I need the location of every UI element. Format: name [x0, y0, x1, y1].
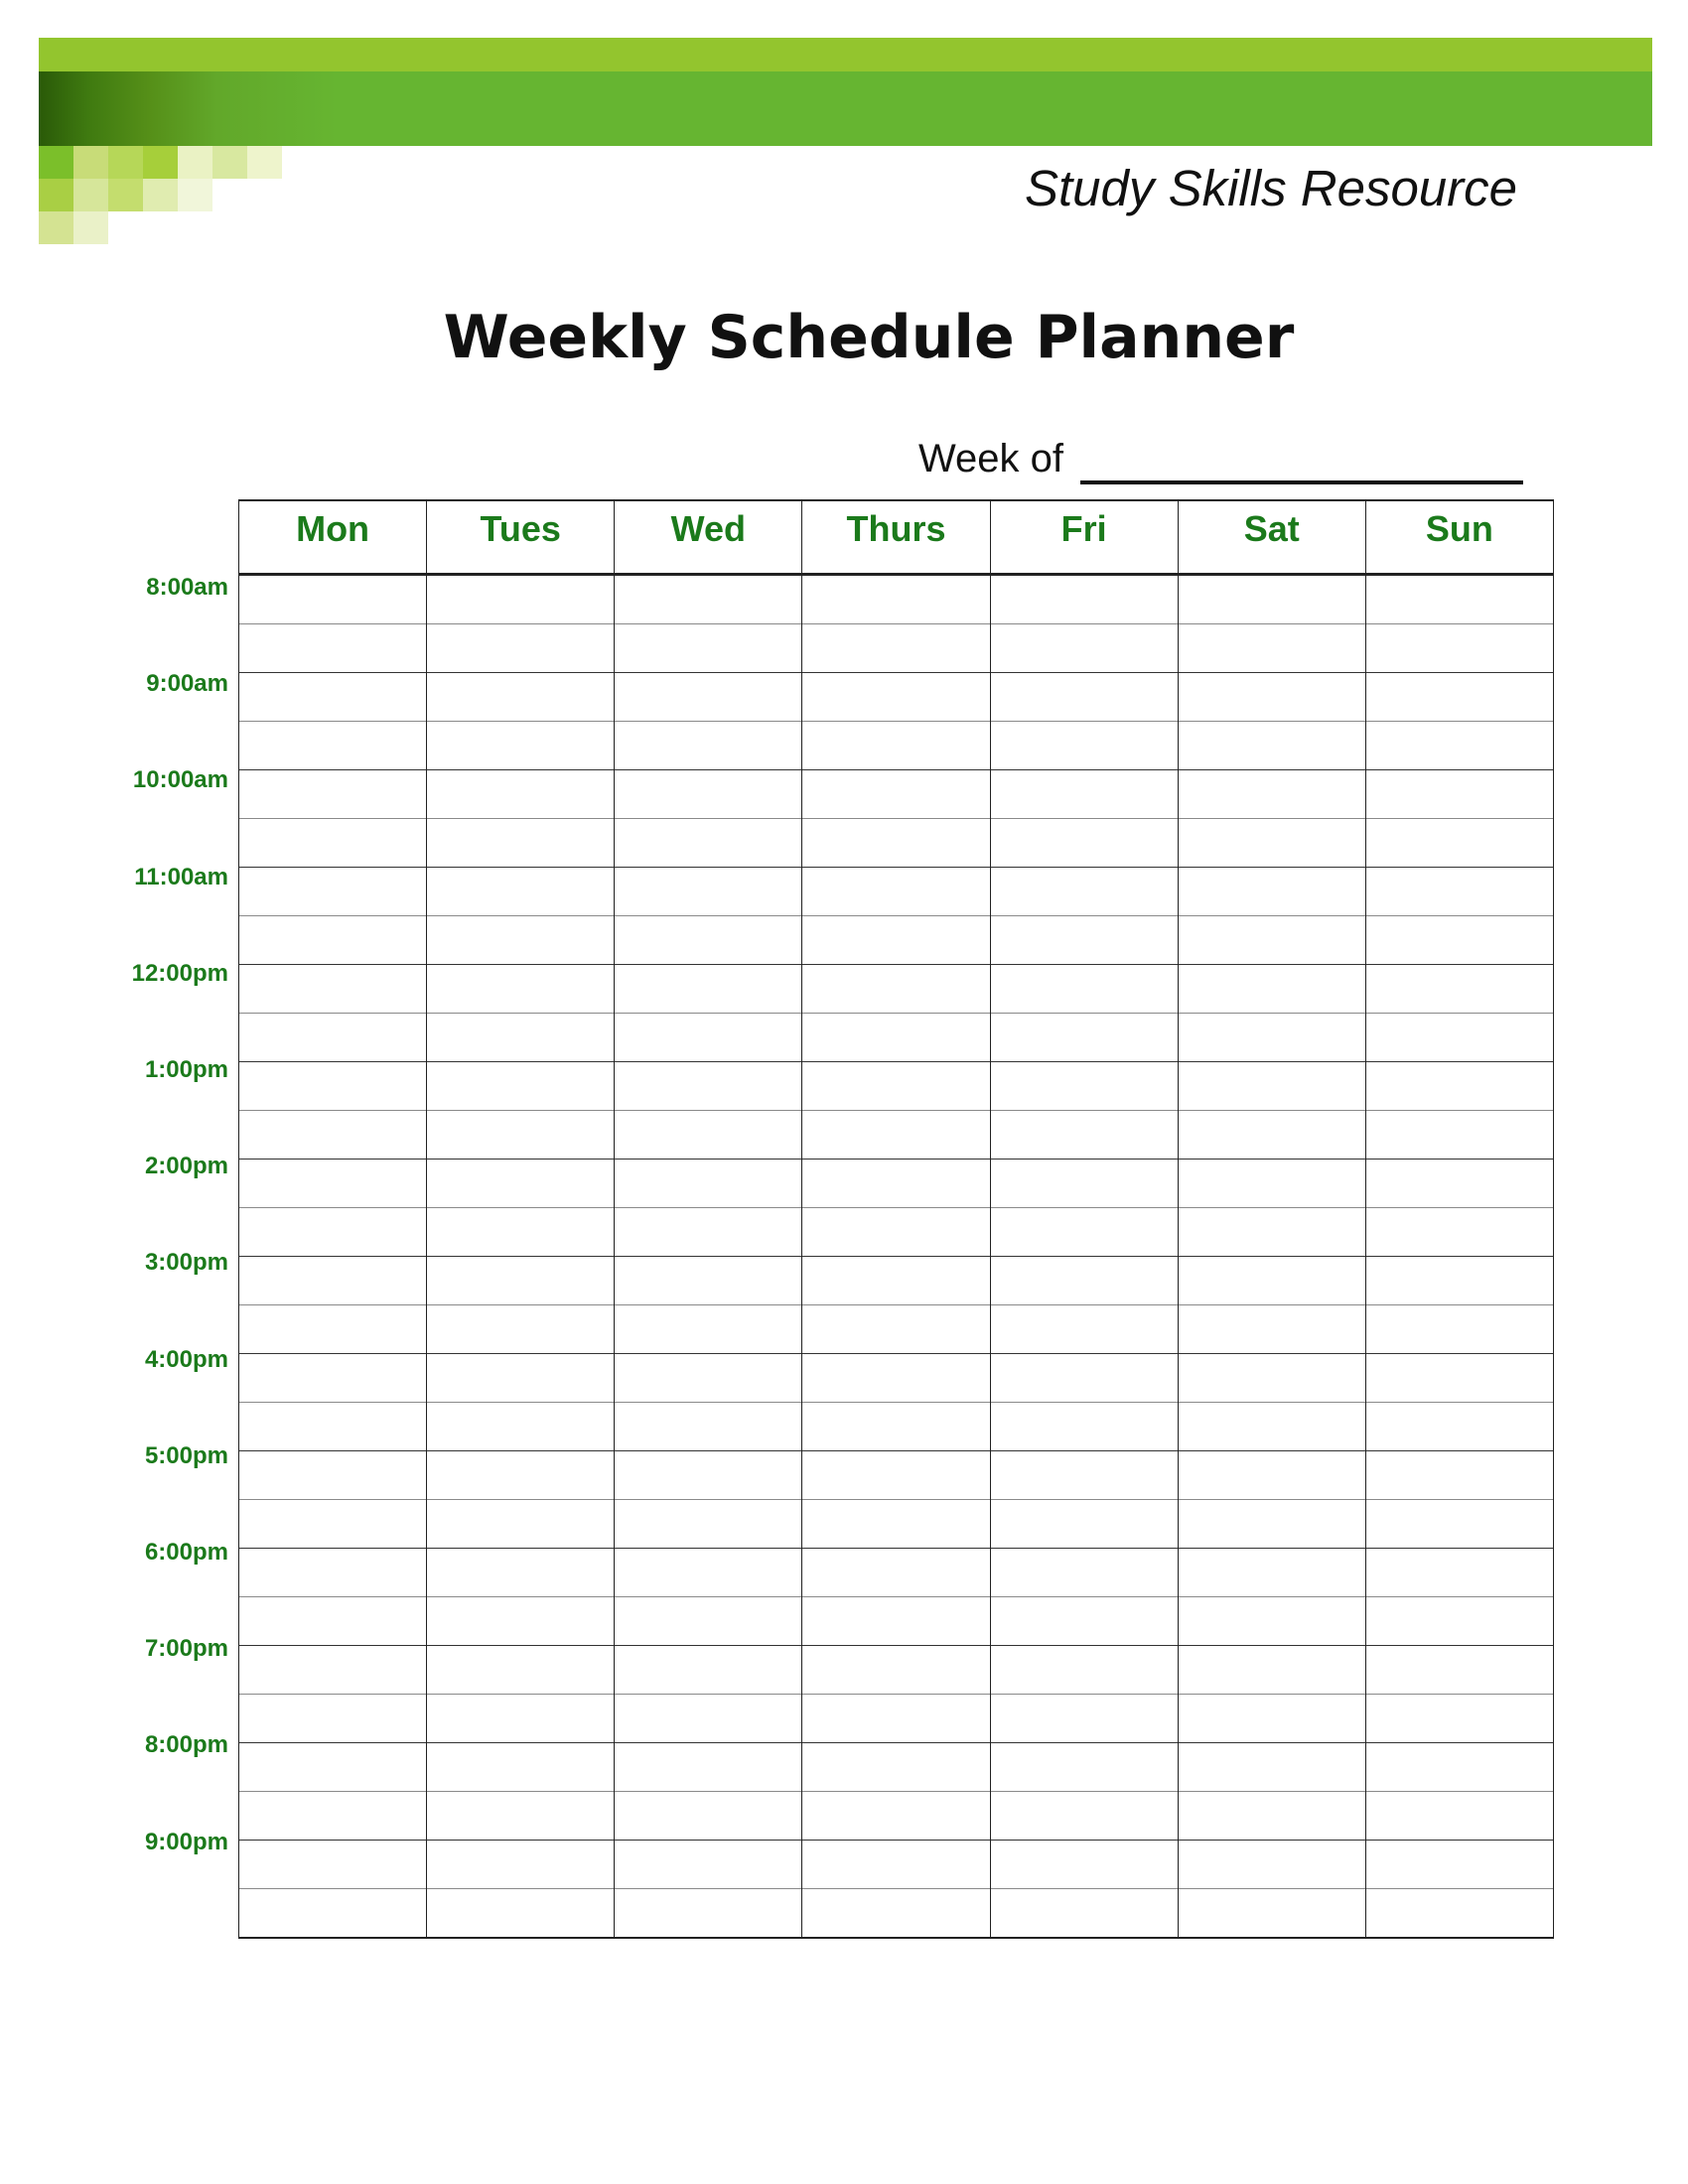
time-slot-cell[interactable] [990, 1695, 1178, 1743]
time-slot-cell[interactable] [427, 770, 615, 819]
time-slot-cell[interactable] [615, 916, 802, 965]
day-header-sun: Sun [1365, 500, 1553, 575]
time-slot-cell[interactable] [239, 1403, 427, 1451]
time-slot-cell[interactable] [802, 1743, 990, 1792]
time-slot-cell[interactable] [1178, 1841, 1365, 1889]
time-slot-cell[interactable] [802, 1841, 990, 1889]
time-label: 5:00pm [144, 1441, 228, 1469]
day-header-sat: Sat [1178, 500, 1365, 575]
time-slot-cell[interactable] [1365, 1014, 1553, 1062]
time-slot-cell[interactable] [427, 868, 615, 916]
time-slot-cell[interactable] [615, 770, 802, 819]
time-slot-cell[interactable] [427, 1014, 615, 1062]
time-slot-cell[interactable] [239, 965, 427, 1014]
time-slot-cell[interactable] [990, 624, 1178, 673]
time-slot-cell[interactable] [802, 1257, 990, 1305]
time-slot-cell[interactable] [427, 1305, 615, 1354]
time-slot-row [239, 1841, 1554, 1889]
time-slot-cell[interactable] [802, 1889, 990, 1939]
header-subtitle: Study Skills Resource [1024, 160, 1518, 216]
time-slot-cell[interactable] [802, 770, 990, 819]
time-slot-cell[interactable] [1178, 1257, 1365, 1305]
time-slot-cell[interactable] [1365, 819, 1553, 868]
time-label: 3:00pm [144, 1249, 228, 1277]
time-slot-cell[interactable] [427, 722, 615, 770]
time-slot-cell[interactable] [1365, 1500, 1553, 1549]
time-slot-cell[interactable] [1365, 1062, 1553, 1111]
time-slot-cell[interactable] [427, 1403, 615, 1451]
time-slot-row [239, 1792, 1554, 1841]
time-slot-cell[interactable] [990, 868, 1178, 916]
time-slot-cell[interactable] [239, 1549, 427, 1597]
weekly-schedule-table [238, 499, 1554, 1939]
time-slot-cell[interactable] [239, 1889, 427, 1939]
day-header-thurs: Thurs [802, 500, 990, 575]
time-slot-cell[interactable] [615, 673, 802, 722]
time-slot-row [239, 1014, 1554, 1062]
time-slot-row [239, 1111, 1554, 1160]
day-header-wed: Wed [615, 500, 802, 575]
time-slot-cell[interactable] [615, 722, 802, 770]
time-slot-cell[interactable] [239, 624, 427, 673]
time-slot-cell[interactable] [1178, 1160, 1365, 1208]
time-slot-cell[interactable] [990, 673, 1178, 722]
time-slot-cell[interactable] [615, 965, 802, 1014]
time-slot-cell[interactable] [802, 819, 990, 868]
time-slot-row [239, 770, 1554, 819]
time-slot-cell[interactable] [1178, 1889, 1365, 1939]
time-slot-row [239, 1160, 1554, 1208]
time-slot-cell[interactable] [990, 965, 1178, 1014]
time-slot-cell[interactable] [802, 1403, 990, 1451]
time-slot-cell[interactable] [615, 1354, 802, 1403]
time-slot-cell[interactable] [1365, 1743, 1553, 1792]
time-slot-row [239, 1597, 1554, 1646]
time-slot-row [239, 1451, 1554, 1500]
time-slot-cell[interactable] [239, 1062, 427, 1111]
time-label: 6:00pm [144, 1539, 228, 1566]
time-slot-cell[interactable] [239, 916, 427, 965]
time-slot-cell[interactable] [990, 1160, 1178, 1208]
time-slot-cell[interactable] [239, 868, 427, 916]
time-slot-cell[interactable] [239, 1597, 427, 1646]
time-slot-cell[interactable] [1178, 1646, 1365, 1695]
time-label: 2:00pm [144, 1153, 228, 1180]
time-slot-cell[interactable] [1178, 1695, 1365, 1743]
time-slot-cell[interactable] [990, 1549, 1178, 1597]
time-slot-cell[interactable] [239, 575, 427, 624]
time-slot-cell[interactable] [1365, 916, 1553, 965]
time-slot-cell[interactable] [990, 1792, 1178, 1841]
time-slot-cell[interactable] [239, 1014, 427, 1062]
time-slot-cell[interactable] [990, 1889, 1178, 1939]
time-slot-cell[interactable] [1365, 1646, 1553, 1695]
time-slot-cell[interactable] [615, 1257, 802, 1305]
time-slot-cell[interactable] [427, 624, 615, 673]
time-slot-cell[interactable] [239, 1500, 427, 1549]
time-slot-cell[interactable] [1365, 722, 1553, 770]
time-slot-cell[interactable] [802, 1646, 990, 1695]
time-slot-cell[interactable] [1365, 1160, 1553, 1208]
time-slot-cell[interactable] [1178, 1403, 1365, 1451]
time-slot-cell[interactable] [615, 624, 802, 673]
time-slot-row [239, 1646, 1554, 1695]
time-slot-cell[interactable] [1178, 770, 1365, 819]
time-slot-cell[interactable] [1365, 1841, 1553, 1889]
time-slot-cell[interactable] [239, 673, 427, 722]
time-slot-cell[interactable] [615, 1500, 802, 1549]
time-slot-row [239, 1743, 1554, 1792]
time-slot-cell[interactable] [615, 1695, 802, 1743]
time-slot-cell[interactable] [427, 1160, 615, 1208]
time-slot-cell[interactable] [427, 575, 615, 624]
time-slot-cell[interactable] [990, 1354, 1178, 1403]
time-slot-cell[interactable] [427, 1841, 615, 1889]
time-slot-cell[interactable] [802, 1549, 990, 1597]
time-slot-row [239, 916, 1554, 965]
time-slot-cell[interactable] [1178, 575, 1365, 624]
time-slot-cell[interactable] [239, 1743, 427, 1792]
time-slot-cell[interactable] [1365, 770, 1553, 819]
time-slot-cell[interactable] [1365, 1695, 1553, 1743]
page-title: Weekly Schedule Planner [443, 303, 1295, 372]
time-slot-cell[interactable] [615, 1014, 802, 1062]
time-label: 11:00am [134, 863, 228, 890]
time-slot-row [239, 624, 1554, 673]
time-slot-cell[interactable] [239, 1792, 427, 1841]
time-slot-cell[interactable] [239, 819, 427, 868]
time-slot-cell[interactable] [1365, 1792, 1553, 1841]
time-slot-cell[interactable] [1365, 1403, 1553, 1451]
time-slot-cell[interactable] [990, 1597, 1178, 1646]
time-slot-row [239, 722, 1554, 770]
time-slot-cell[interactable] [802, 1208, 990, 1257]
time-slot-cell[interactable] [990, 1403, 1178, 1451]
time-slot-cell[interactable] [427, 673, 615, 722]
time-slot-cell[interactable] [1178, 624, 1365, 673]
week-of-label: Week of [918, 437, 1063, 480]
time-slot-cell[interactable] [1178, 1305, 1365, 1354]
time-slot-cell[interactable] [427, 1646, 615, 1695]
day-header-row [239, 500, 1554, 575]
time-slot-cell[interactable] [802, 1354, 990, 1403]
time-slot-cell[interactable] [427, 1889, 615, 1939]
time-slot-cell[interactable] [239, 770, 427, 819]
time-slot-cell[interactable] [802, 1695, 990, 1743]
time-slot-cell[interactable] [615, 1208, 802, 1257]
time-slot-cell[interactable] [990, 722, 1178, 770]
time-slot-cell[interactable] [802, 1160, 990, 1208]
time-slot-cell[interactable] [990, 1646, 1178, 1695]
time-slot-cell[interactable] [802, 1305, 990, 1354]
time-slot-row [239, 868, 1554, 916]
time-slot-cell[interactable] [615, 1305, 802, 1354]
time-label: 4:00pm [144, 1345, 228, 1373]
time-slot-cell[interactable] [427, 1257, 615, 1305]
time-slot-cell[interactable] [1178, 1014, 1365, 1062]
time-slot-cell[interactable] [802, 1792, 990, 1841]
time-slot-cell[interactable] [239, 1111, 427, 1160]
time-slot-cell[interactable] [802, 673, 990, 722]
time-slot-cell[interactable] [615, 1743, 802, 1792]
time-slot-cell[interactable] [1178, 916, 1365, 965]
time-slot-cell[interactable] [1365, 575, 1553, 624]
time-slot-cell[interactable] [990, 1208, 1178, 1257]
time-slot-cell[interactable] [802, 1111, 990, 1160]
time-slot-cell[interactable] [802, 1014, 990, 1062]
time-label: 1:00pm [144, 1056, 228, 1083]
time-slot-cell[interactable] [802, 624, 990, 673]
time-slot-row [239, 1889, 1554, 1939]
time-slot-cell[interactable] [802, 1451, 990, 1500]
time-slot-cell[interactable] [239, 1841, 427, 1889]
time-slot-cell[interactable] [239, 1305, 427, 1354]
header-banner-top [39, 38, 1652, 71]
time-slot-cell[interactable] [1365, 868, 1553, 916]
time-slot-cell[interactable] [1178, 819, 1365, 868]
time-slot-cell[interactable] [427, 1451, 615, 1500]
time-slot-cell[interactable] [615, 1549, 802, 1597]
time-slot-cell[interactable] [615, 1062, 802, 1111]
time-slot-cell[interactable] [1178, 1062, 1365, 1111]
time-slot-cell[interactable] [990, 575, 1178, 624]
time-slot-cell[interactable] [1365, 1354, 1553, 1403]
time-slot-cell[interactable] [990, 916, 1178, 965]
time-slot-row [239, 1549, 1554, 1597]
time-slot-cell[interactable] [802, 868, 990, 916]
time-slot-cell[interactable] [990, 770, 1178, 819]
time-slot-cell[interactable] [427, 1500, 615, 1549]
time-slot-cell[interactable] [990, 1111, 1178, 1160]
time-slot-cell[interactable] [427, 1695, 615, 1743]
time-slot-cell[interactable] [1365, 624, 1553, 673]
header-banner [39, 71, 1652, 146]
time-label: 9:00pm [144, 1828, 228, 1855]
time-slot-cell[interactable] [615, 819, 802, 868]
time-slot-cell[interactable] [615, 1597, 802, 1646]
time-slot-cell[interactable] [1365, 1111, 1553, 1160]
time-slot-cell[interactable] [239, 1257, 427, 1305]
time-slot-cell[interactable] [1365, 1305, 1553, 1354]
time-slot-cell[interactable] [802, 1062, 990, 1111]
time-slot-cell[interactable] [990, 1841, 1178, 1889]
time-slot-cell[interactable] [1178, 1597, 1365, 1646]
time-slot-row [239, 965, 1554, 1014]
time-slot-cell[interactable] [427, 1792, 615, 1841]
time-slot-row [239, 1500, 1554, 1549]
time-slot-cell[interactable] [615, 1792, 802, 1841]
time-slot-cell[interactable] [1365, 1451, 1553, 1500]
time-slot-cell[interactable] [239, 1451, 427, 1500]
day-header-fri: Fri [990, 500, 1178, 575]
time-slot-row [239, 1403, 1554, 1451]
day-header-tues: Tues [427, 500, 615, 575]
time-slot-row [239, 819, 1554, 868]
time-slot-cell[interactable] [239, 1354, 427, 1403]
time-label: 10:00am [132, 766, 228, 794]
time-slot-cell[interactable] [1178, 1111, 1365, 1160]
time-slot-cell[interactable] [990, 819, 1178, 868]
time-label: 7:00pm [144, 1635, 228, 1663]
time-slot-cell[interactable] [1178, 1500, 1365, 1549]
time-slot-cell[interactable] [1178, 1792, 1365, 1841]
time-slot-row [239, 1208, 1554, 1257]
time-label: 12:00pm [131, 959, 228, 987]
time-slot-cell[interactable] [427, 1111, 615, 1160]
time-slot-cell[interactable] [615, 1451, 802, 1500]
day-header-mon: Mon [239, 500, 427, 575]
time-slot-cell[interactable] [239, 1208, 427, 1257]
time-slot-cell[interactable] [427, 1208, 615, 1257]
time-slot-cell[interactable] [239, 722, 427, 770]
time-slot-cell[interactable] [1365, 1889, 1553, 1939]
time-slot-row [239, 1354, 1554, 1403]
time-slot-cell[interactable] [1178, 1208, 1365, 1257]
time-slot-row [239, 1257, 1554, 1305]
time-slot-cell[interactable] [802, 965, 990, 1014]
time-slot-cell[interactable] [615, 1111, 802, 1160]
time-slot-cell[interactable] [1178, 722, 1365, 770]
time-slot-cell[interactable] [802, 916, 990, 965]
time-slot-cell[interactable] [1178, 965, 1365, 1014]
time-slot-row [239, 1695, 1554, 1743]
time-slot-cell[interactable] [427, 916, 615, 965]
time-slot-cell[interactable] [990, 1305, 1178, 1354]
time-slot-cell[interactable] [427, 965, 615, 1014]
time-slot-cell[interactable] [990, 1062, 1178, 1111]
time-slot-cell[interactable] [427, 1743, 615, 1792]
time-slot-cell[interactable] [1178, 1354, 1365, 1403]
time-slot-cell[interactable] [427, 1597, 615, 1646]
week-of-field[interactable] [1080, 480, 1523, 484]
time-slot-cell[interactable] [990, 1257, 1178, 1305]
time-slot-cell[interactable] [615, 1160, 802, 1208]
time-slot-cell[interactable] [427, 819, 615, 868]
time-label: 9:00am [146, 670, 228, 698]
time-slot-cell[interactable] [1178, 1743, 1365, 1792]
time-slot-cell[interactable] [802, 575, 990, 624]
time-slot-cell[interactable] [1365, 1257, 1553, 1305]
time-slot-row [239, 673, 1554, 722]
time-slot-cell[interactable] [990, 1451, 1178, 1500]
time-slot-cell[interactable] [990, 1014, 1178, 1062]
header-mosaic-decoration [39, 146, 337, 245]
time-slot-cell[interactable] [239, 1695, 427, 1743]
time-label: 8:00pm [144, 1731, 228, 1759]
time-slot-cell[interactable] [990, 1500, 1178, 1549]
time-slot-row [239, 1062, 1554, 1111]
time-slot-cell[interactable] [615, 1646, 802, 1695]
time-slot-cell[interactable] [1178, 673, 1365, 722]
time-slot-cell[interactable] [1178, 1451, 1365, 1500]
time-slot-cell[interactable] [427, 1354, 615, 1403]
time-slot-cell[interactable] [615, 1889, 802, 1939]
time-slot-cell[interactable] [239, 1160, 427, 1208]
time-slot-cell[interactable] [1365, 965, 1553, 1014]
time-slot-cell[interactable] [615, 868, 802, 916]
time-slot-cell[interactable] [802, 1500, 990, 1549]
time-slot-cell[interactable] [1178, 868, 1365, 916]
time-slot-cell[interactable] [615, 1841, 802, 1889]
time-slot-cell[interactable] [1178, 1549, 1365, 1597]
time-slot-cell[interactable] [802, 722, 990, 770]
time-slot-cell[interactable] [615, 1403, 802, 1451]
time-slot-cell[interactable] [1365, 1549, 1553, 1597]
time-slot-cell[interactable] [1365, 1597, 1553, 1646]
time-slot-cell[interactable] [239, 1646, 427, 1695]
time-slot-cell[interactable] [615, 575, 802, 624]
time-slot-row [239, 1305, 1554, 1354]
time-slot-cell[interactable] [990, 1743, 1178, 1792]
time-slot-cell[interactable] [1365, 673, 1553, 722]
time-slot-cell[interactable] [427, 1062, 615, 1111]
time-slot-cell[interactable] [802, 1597, 990, 1646]
time-slot-row [239, 575, 1554, 624]
time-label: 8:00am [146, 574, 228, 601]
time-slot-cell[interactable] [1365, 1208, 1553, 1257]
time-slot-cell[interactable] [427, 1549, 615, 1597]
